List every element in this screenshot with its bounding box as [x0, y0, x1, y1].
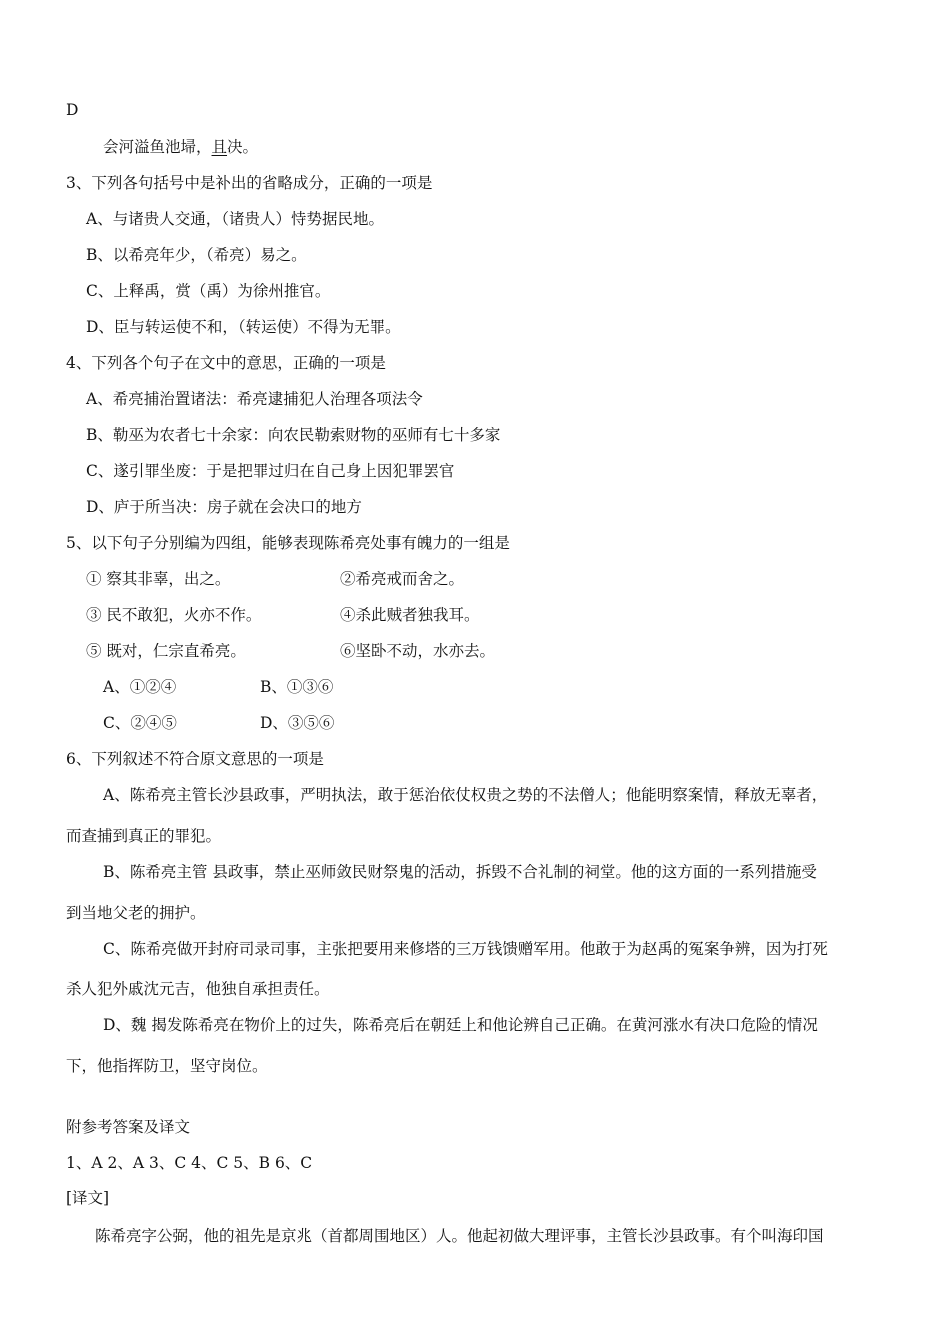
question-6-option-c-line-1: C、陈希亮做开封府司录司事，主张把要用来修塔的三万钱馈赠军用。他敢于为赵禹的冤案争辨，因为打死 — [103, 940, 828, 958]
question-6-option-c-line-2: 杀人犯外戚沈元吉，他独自承担责任。 — [66, 980, 330, 998]
question-5-item-4: ④杀此贼者独我耳。 — [340, 606, 480, 624]
question-6-option-b-line-2: 到当地父老的拥护。 — [66, 904, 206, 922]
question-5-item-3: ③ 民不敢犯，火亦不作。 — [86, 606, 262, 624]
translation-paragraph: 陈希亮字公弼，他的祖先是京兆（首都周围地区）人。他起初做大理评事，主管长沙县政事。有个叫海印国 — [95, 1227, 824, 1245]
question-3-option-d: D、臣与转运使不和，（转运使）不得为无罪。 — [86, 318, 401, 336]
question-5: 5、以下句子分别编为四组，能够表现陈希亮处事有魄力的一组是 — [66, 534, 510, 552]
underlined-word: 且 — [211, 138, 228, 156]
quote-line: 会河溢鱼池埽，且决。 — [103, 138, 259, 156]
answers-heading: 附参考答案及译文 — [66, 1118, 191, 1136]
question-5-option-d: D、③⑤⑥ — [260, 714, 335, 732]
question-3-option-c: C、上释禹，赏（禹）为徐州推官。 — [86, 282, 331, 300]
question-4-option-c: C、遂引罪坐废：于是把罪过归在自己身上因犯罪罢官 — [86, 462, 455, 480]
answers-list: 1、A 2、A 3、C 4、C 5、B 6、C — [66, 1154, 313, 1172]
question-6-option-d-line-2: 下，他指挥防卫，坚守岗位。 — [66, 1057, 268, 1075]
translation-heading: [译文] — [66, 1189, 110, 1207]
question-4: 4、下列各个句子在文中的意思，正确的一项是 — [66, 354, 386, 372]
question-5-item-2: ②希亮戒而舍之。 — [340, 570, 465, 588]
question-5-item-5: ⑤ 既对，仁宗直希亮。 — [86, 642, 246, 660]
answer-letter: D — [66, 101, 79, 119]
question-3-option-b: B、以希亮年少，（希亮）易之。 — [86, 246, 307, 264]
question-5-item-1: ① 察其非辜，出之。 — [86, 570, 231, 588]
question-3: 3、下列各句括号中是补出的省略成分，正确的一项是 — [66, 174, 433, 192]
question-6-option-b-line-1: B、陈希亮主管 县政事，禁止巫师敛民财祭鬼的活动，拆毁不合礼制的祠堂。他的这方面的一系列措施受 — [103, 863, 817, 881]
question-6-option-d-line-1: D、魏 揭发陈希亮在物价上的过失，陈希亮后在朝廷上和他论辨自己正确。在黄河涨水有决口危险的情况 — [103, 1016, 818, 1034]
question-4-option-a: A、希亮捕治置诸法：希亮逮捕犯人治理各项法令 — [86, 390, 423, 408]
question-5-option-a: A、①②④ — [103, 678, 177, 696]
question-6-option-a-line-2: 而查捕到真正的罪犯。 — [66, 827, 222, 845]
question-6-option-a-line-1: A、陈希亮主管长沙县政事，严明执法，敢于惩治依仗权贵之势的不法僧人；他能明察案情，释放无辜者， — [103, 786, 828, 804]
question-4-option-b: B、勒巫为农者七十余家：向农民勒索财物的巫师有七十多家 — [86, 426, 501, 444]
question-5-item-6: ⑥坚卧不动，水亦去。 — [340, 642, 496, 660]
question-3-option-a: A、与诸贵人交通，（诸贵人）恃势据民地。 — [86, 210, 384, 228]
question-6: 6、下列叙述不符合原文意思的一项是 — [66, 750, 324, 768]
question-5-option-b: B、①③⑥ — [260, 678, 334, 696]
question-4-option-d: D、庐于所当决：房子就在会决口的地方 — [86, 498, 362, 516]
question-5-option-c: C、②④⑤ — [103, 714, 177, 732]
